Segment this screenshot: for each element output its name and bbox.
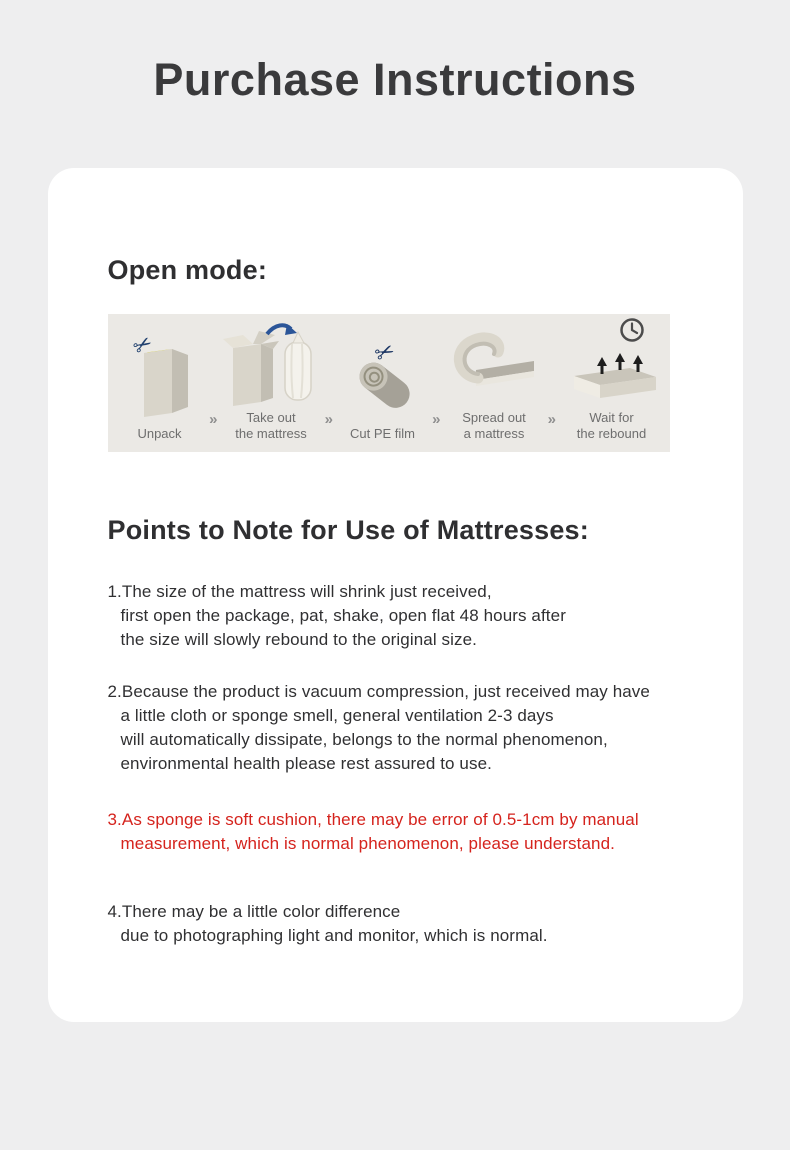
take-out-mattress-icon <box>221 314 321 410</box>
step-spread-out-mattress <box>444 322 544 442</box>
svg-text:✂: ✂ <box>370 336 399 368</box>
step-label: Wait for <box>589 410 634 425</box>
step-label: Take out <box>246 410 296 425</box>
step-cut-pe-film <box>337 322 429 442</box>
step-wait-rebound <box>560 322 664 442</box>
step-label: a mattress <box>463 426 525 441</box>
note-line: 2.Because the product is vacuum compression, just received may have <box>107 682 650 701</box>
wait-rebound-icon <box>560 314 664 410</box>
step-label: Cut PE film <box>349 426 415 441</box>
step-take-out-mattress <box>221 322 321 442</box>
chevron-right-icon: » <box>432 411 441 428</box>
chevron-right-icon: » <box>324 411 333 428</box>
step-label: Unpack <box>137 426 182 441</box>
note-line: environmental health please rest assured to use. <box>120 754 492 773</box>
chevron-right-icon: » <box>209 411 218 428</box>
page-title: Purchase Instructions <box>153 54 637 105</box>
step-label: the rebound <box>576 426 647 441</box>
note-item-1 <box>108 580 683 652</box>
note-line: 1.The size of the mattress will shrink just received, <box>107 582 492 601</box>
step-label: the mattress <box>235 426 307 441</box>
open-mode-step-strip <box>108 314 670 452</box>
step-label: Spread out <box>462 410 526 425</box>
note-line: 4.There may be a little color difference <box>107 902 401 921</box>
note-line: first open the package, pat, shake, open flat 48 hours after <box>120 606 566 625</box>
notes-heading: Points to Note for Use of Mattresses: <box>107 515 589 545</box>
notes-list <box>108 580 683 948</box>
open-mode-heading: Open mode: <box>107 255 268 285</box>
svg-text:✂: ✂ <box>127 329 157 361</box>
note-line: 3.As sponge is soft cushion, there may be error of 0.5-1cm by manual <box>107 810 639 829</box>
note-item-3 <box>108 808 683 856</box>
note-line: the size will slowly rebound to the original size. <box>120 630 478 649</box>
note-line: will automatically dissipate, belongs to the normal phenomenon, <box>120 730 608 749</box>
instructions-card <box>48 168 743 1022</box>
unpack-box-icon <box>114 322 206 426</box>
note-line: due to photographing light and monitor, which is normal. <box>120 926 548 945</box>
note-item-2 <box>108 680 683 776</box>
note-line: measurement, which is normal phenomenon, please understand. <box>120 834 615 853</box>
note-line: a little cloth or sponge smell, general ventilation 2-3 days <box>120 706 554 725</box>
step-unpack <box>114 322 206 442</box>
spread-out-mattress-icon <box>444 314 544 410</box>
cut-pe-film-icon <box>337 322 429 426</box>
note-item-4 <box>108 900 683 948</box>
chevron-right-icon: » <box>547 411 556 428</box>
